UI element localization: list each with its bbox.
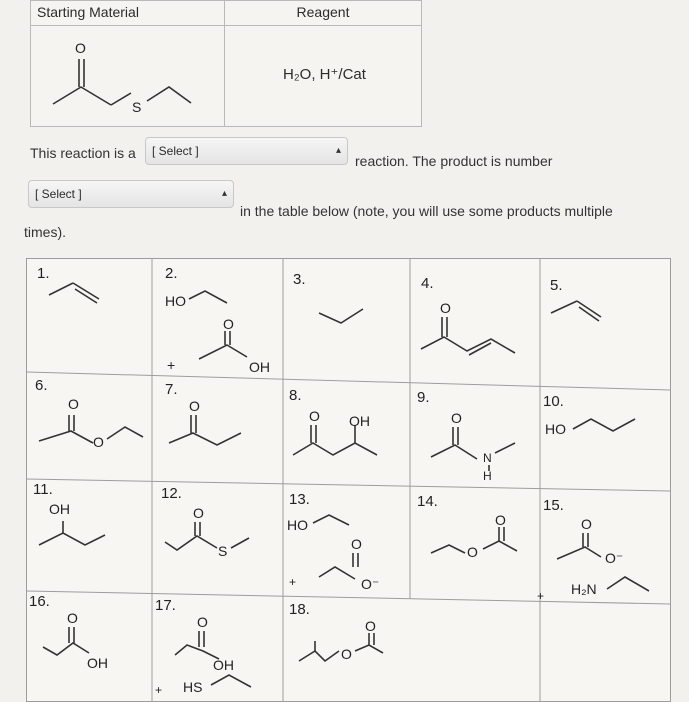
oxygen-anion: O⁻: [605, 550, 624, 566]
product-2-plus: +: [167, 357, 176, 373]
oxygen: O: [581, 516, 592, 532]
oxygen: O: [223, 316, 234, 332]
product-17-plus: +: [155, 683, 163, 697]
product-18-ester: [295, 618, 405, 681]
product-17-hs: HS: [183, 679, 203, 695]
product-16-oh: OH: [87, 655, 108, 671]
product-14-ester: [427, 512, 537, 577]
product-2-ethanol-ho: HO: [165, 293, 186, 309]
product-12-thioester: [163, 504, 273, 564]
product-10-ho: HO: [545, 421, 566, 437]
product-9-number: 9.: [417, 389, 430, 406]
ester-oxygen: O: [341, 646, 352, 662]
product-12-number: 12.: [161, 485, 182, 502]
product-9-n: N: [483, 451, 492, 465]
product-18-number: 18.: [289, 601, 310, 618]
product-4-enone: [417, 299, 527, 369]
carbonyl-oxygen: O: [75, 40, 86, 56]
product-17-ethanethiol: [209, 671, 269, 701]
select-arrows-icon: ▴: [335, 145, 341, 156]
starting-material-label: Starting Material: [37, 4, 139, 20]
reagent-label: Reagent: [296, 4, 350, 20]
sulfur-atom: S: [218, 543, 228, 559]
product-3-number: 3.: [293, 271, 306, 288]
product-13-number: 13.: [289, 491, 310, 508]
product-11-isopropanol: [35, 517, 125, 557]
oxygen: O: [351, 536, 362, 552]
oxygen: O: [68, 396, 79, 412]
product-17-propanoic-acid: [167, 615, 257, 675]
oxygen: O: [495, 512, 506, 528]
product-4-number: 4.: [421, 275, 434, 292]
question-suffix: in the table below (note, you will use some products multiple: [240, 203, 613, 219]
question-prefix: This reaction is a: [30, 145, 136, 161]
ester-oxygen: O: [467, 544, 478, 560]
oxygen: O: [189, 398, 200, 414]
reagent-value: H₂O, H⁺/Cat: [283, 66, 366, 83]
product-15-ethylamine: [605, 573, 665, 603]
product-1-number: 1.: [37, 265, 50, 282]
oxygen: O: [440, 300, 451, 316]
sulfur-atom: S: [132, 99, 142, 115]
product-15-plus: +: [537, 589, 545, 603]
column-header-reagent: [225, 1, 421, 26]
product-2-acetic-acid: [197, 316, 287, 379]
oxygen-anion: O⁻: [361, 576, 380, 592]
product-8-number: 8.: [289, 387, 302, 404]
product-15-acetate: [545, 517, 665, 577]
product-9-h: H: [483, 469, 492, 483]
oxygen: O: [197, 614, 208, 630]
product-10-propanol: [571, 413, 661, 443]
product-number-select-value: [ Select ]: [35, 187, 82, 201]
product-13-acetate: [315, 537, 415, 597]
oxygen: O: [365, 618, 376, 634]
product-15-number: 15.: [543, 497, 564, 514]
product-7-number: 7.: [165, 381, 178, 398]
reaction-type-select-value: [ Select ]: [152, 144, 199, 158]
products-table: [26, 258, 671, 702]
starting-material-structure: [31, 1, 221, 126]
product-13-ethanol: [311, 513, 371, 533]
product-17-oh: OH: [213, 657, 234, 673]
product-14-number: 14.: [417, 493, 438, 510]
product-3-propane: [317, 299, 397, 329]
product-15-h2n: H₂N: [571, 581, 597, 597]
product-8-oh: OH: [349, 413, 370, 429]
product-13-plus: +: [289, 575, 297, 589]
product-6-ester: [37, 397, 147, 457]
product-7-ketone: [165, 399, 265, 459]
reaction-type-select[interactable]: [145, 137, 348, 165]
oxygen: O: [309, 408, 320, 424]
oxygen: O: [451, 410, 462, 426]
oxygen: O: [193, 505, 204, 521]
product-10-number: 10.: [543, 393, 564, 410]
product-5-ethene: [547, 299, 627, 329]
question-middle: reaction. The product is number: [355, 153, 553, 169]
select-arrows-icon: ▴: [221, 188, 227, 199]
reaction-table: [30, 0, 422, 127]
product-9-amide: [427, 409, 537, 489]
oxygen: O: [67, 610, 78, 626]
product-13-ho: HO: [287, 517, 308, 533]
product-2-oh: OH: [249, 359, 270, 375]
product-11-number: 11.: [33, 481, 53, 498]
product-number-select[interactable]: [28, 180, 234, 208]
product-5-number: 5.: [550, 277, 563, 294]
product-2-ethanol: [187, 287, 247, 307]
product-11-oh: OH: [49, 501, 70, 517]
product-17-number: 17.: [155, 597, 176, 614]
product-1-propene: [47, 279, 137, 319]
product-16-number: 16.: [29, 593, 50, 610]
ester-oxygen: O: [93, 434, 104, 450]
question-suffix-2: times).: [24, 224, 66, 240]
product-6-number: 6.: [35, 377, 48, 394]
product-2-number: 2.: [165, 265, 178, 282]
